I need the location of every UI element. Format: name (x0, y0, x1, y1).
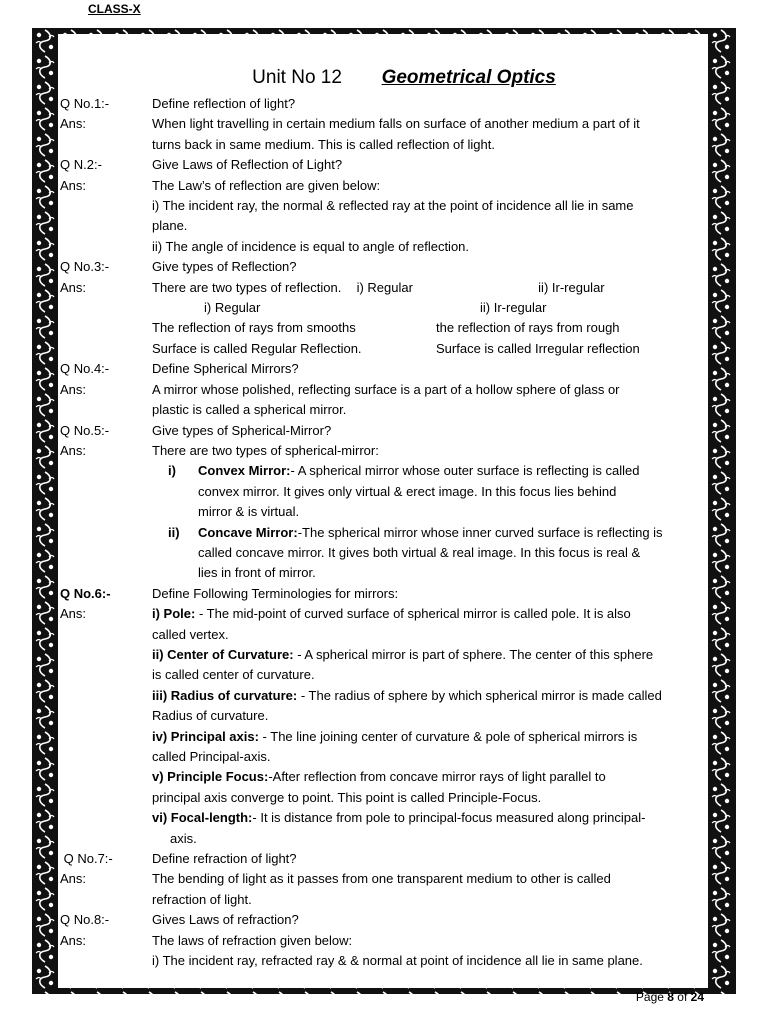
question-label: Q No.7:- (60, 851, 113, 867)
term-definition: called vertex. (152, 626, 229, 642)
answer-regular: i) Regular (356, 279, 413, 295)
item-definition: -The spherical mirror whose inner curved surface is reflecting is (297, 524, 663, 540)
term-definition: axis. (170, 830, 197, 846)
item-number: ii) (168, 524, 180, 540)
answer-4 (60, 380, 708, 400)
concave-mirror-item-cont (60, 563, 708, 583)
convex-mirror-item-cont (60, 502, 708, 522)
question-label: Q No.1:- (60, 96, 110, 111)
term-pole (152, 604, 708, 624)
term-definition: -After reflection from concave mirror rays of light parallel to (268, 769, 606, 785)
answer-label: Ans: (60, 177, 87, 193)
answer-label: Ans: (60, 871, 87, 887)
answer-text: The Law’s of reflection are given below: (152, 177, 381, 193)
answer-label: Ans: (60, 116, 87, 132)
answer-text: A mirror whose polished, reflecting surface is a part of a hollow sphere of glass or (152, 381, 620, 397)
answer-main: There are two types of reflection. (152, 279, 342, 295)
regular-text: The reflection of rays from smooths (152, 320, 356, 336)
item-text (198, 461, 708, 481)
item-text: convex mirror. It gives only virtual & erect image. In this focus lies behind (198, 483, 617, 499)
term-definition: called Principal-axis. (152, 749, 271, 764)
term-label: ii) Center of Curvature: (152, 646, 294, 662)
document-content (60, 62, 708, 971)
question-label: Q No.3:- (60, 259, 110, 275)
item-text: mirror & is virtual. (198, 504, 300, 520)
answer-text: turns back in same medium. This is called reflection of light. (152, 136, 495, 152)
item-term: Concave Mirror: (198, 524, 298, 540)
reflection-type-row (60, 318, 708, 338)
page-current: 8 (667, 990, 674, 1004)
answer-text: refraction of light. (152, 891, 252, 907)
term-label: i) Pole: (152, 606, 196, 622)
question-label: Q No.4:- (60, 361, 110, 377)
answer-7 (60, 869, 708, 889)
term-focal-length (60, 808, 708, 828)
irregular-text: the reflection of rays from rough (436, 320, 620, 336)
question-1 (60, 94, 708, 114)
term-definition: - The radius of sphere by which spherical mirror is made called (297, 687, 662, 703)
question-text: Gives Laws of refraction? (152, 912, 299, 928)
item-text: lies in front of mirror. (198, 565, 316, 581)
answer-6 (60, 604, 708, 624)
term-label: vi) Focal-length: (152, 810, 253, 826)
term-definition: - A spherical mirror is part of sphere. The center of this sphere (293, 646, 654, 662)
term-center-of-curvature (60, 645, 708, 665)
question-text: Define reflection of light? (152, 96, 296, 111)
unit-topic: Geometrical Optics (381, 67, 556, 88)
irregular-text: Surface is called Irregular reflection (436, 340, 640, 356)
reflection-type-row (60, 339, 708, 359)
heading-irregular: ii) Ir-regular (480, 300, 547, 316)
answer-label: Ans: (60, 279, 87, 295)
question-text: Give types of Spherical-Mirror? (152, 422, 332, 438)
page-total: 24 (690, 990, 704, 1004)
question-3 (60, 257, 708, 277)
answer-text: The bending of light as it passes from one transparent medium to other is called (152, 871, 611, 887)
answer-text: ii) The angle of incidence is equal to angle of reflection. (152, 238, 470, 254)
regular-text: Surface is called Regular Reflection. (152, 340, 362, 356)
answer-3 (60, 278, 708, 298)
answer-1 (60, 114, 708, 134)
page-number (636, 990, 704, 1004)
question-label: Q No.8:- (60, 912, 110, 928)
answer-text: The laws of refraction given below: (152, 932, 353, 948)
item-text: called concave mirror. It gives both virtual & real image. In this focus is real & (198, 544, 641, 560)
question-8 (60, 910, 708, 930)
question-5 (60, 421, 708, 441)
question-text: Give types of Reflection? (152, 259, 297, 275)
concave-mirror-item (60, 523, 708, 543)
convex-mirror-item-cont (60, 482, 708, 502)
answer-2 (60, 176, 708, 196)
term-principal-axis (60, 727, 708, 747)
answer-irregular: ii) Ir-regular (538, 279, 605, 295)
term-definition: principal axis converge to point. This point is called Principle-Focus. (152, 789, 542, 805)
answer-text: i) The incident ray, the normal & reflected ray at the point of incidence all lie in same (152, 198, 634, 214)
question-6 (60, 584, 708, 604)
question-2 (60, 155, 708, 175)
question-7 (60, 849, 708, 869)
question-label: Q N.2:- (60, 157, 102, 173)
term-principle-focus (60, 767, 708, 787)
answer-text: plastic is called a spherical mirror. (152, 402, 347, 418)
term-label: iii) Radius of curvature: (152, 687, 298, 703)
answer-5 (60, 441, 708, 461)
question-text: Define Spherical Mirrors? (152, 361, 299, 377)
concave-mirror-item-cont (60, 543, 708, 563)
item-term: Convex Mirror: (198, 463, 291, 479)
answer-label: Ans: (60, 442, 87, 458)
item-number: i) (168, 463, 176, 479)
question-4 (60, 359, 708, 379)
question-text: Define refraction of light? (152, 851, 297, 867)
answer-text: plane. (152, 218, 188, 234)
term-definition: is called center of curvature. (152, 667, 315, 683)
answer-label: Ans: (60, 381, 87, 397)
answer-8 (60, 931, 708, 951)
question-label: Q No.5:- (60, 422, 110, 438)
question-label: Q No.6:- (60, 585, 111, 601)
answer-label: Ans: (60, 606, 87, 622)
page-title (60, 62, 708, 94)
answer-text (152, 278, 708, 298)
heading-regular: i) Regular (204, 300, 261, 316)
term-definition: - The line joining center of curvature & pole of spherical mirrors is (258, 728, 638, 744)
item-text (198, 523, 708, 543)
item-definition: - A spherical mirror whose outer surface is reflecting is called (290, 463, 640, 479)
answer-label: Ans: (60, 932, 87, 948)
question-text: Define Following Terminologies for mirrors: (152, 585, 399, 601)
term-definition: Radius of curvature. (152, 708, 269, 724)
convex-mirror-item (60, 461, 708, 481)
answer-text: There are two types of spherical-mirror: (152, 442, 379, 458)
term-label: v) Principle Focus: (152, 769, 269, 785)
term-definition: - The mid-point of curved surface of spherical mirror is called pole. It is also (195, 606, 631, 622)
page-of: of (673, 990, 691, 1004)
term-radius-of-curvature (60, 686, 708, 706)
reflection-type-headings (60, 298, 708, 318)
answer-text: i) The incident ray, refracted ray & & normal at point of incidence all lie in same plane. (152, 953, 643, 969)
question-text: Give Laws of Reflection of Light? (152, 157, 343, 173)
page-word: Page (635, 990, 668, 1004)
class-label: CLASS-X (88, 2, 141, 16)
term-label: iv) Principal axis: (152, 728, 259, 744)
answer-text: When light travelling in certain medium falls on surface of another medium a part of it (152, 116, 640, 132)
unit-number: Unit No 12 (252, 67, 342, 88)
term-definition: - It is distance from pole to principal-focus measured along principal- (252, 810, 646, 826)
